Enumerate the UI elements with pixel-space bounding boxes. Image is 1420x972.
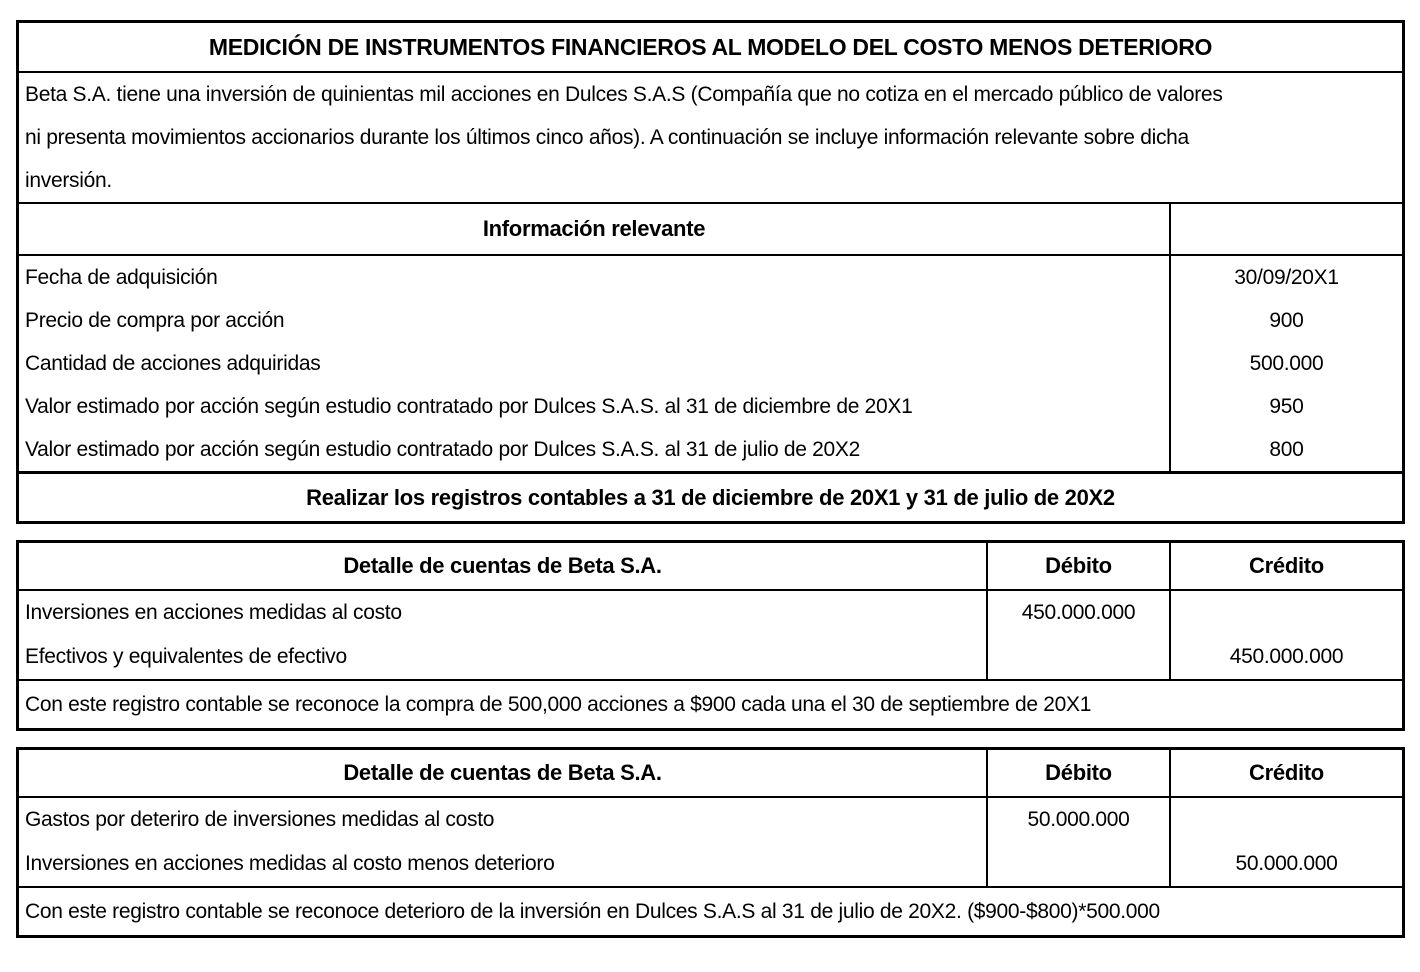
credit-cell: 450.000.000 — [1229, 645, 1344, 668]
journal-header-row — [19, 543, 1402, 591]
info-table — [16, 20, 1405, 524]
debit-cell: 450.000.000 — [1021, 601, 1136, 624]
credit-column — [1171, 798, 1402, 886]
info-row-label: Valor estimado por acción según estudio contratado por Dulces S.A.S. al 31 de diciembre de 20X1 — [25, 394, 913, 418]
account-column — [19, 591, 988, 679]
debit-cell: 50.000.000 — [1027, 808, 1130, 831]
document-title: MEDICIÓN DE INSTRUMENTOS FINANCIEROS AL MODELO DEL COSTO MENOS DETERIORO — [19, 23, 1402, 73]
info-data-block — [19, 256, 1402, 474]
info-row-label: Valor estimado por acción según estudio contratado por Dulces S.A.S. al 31 de julio de 20X2 — [25, 437, 861, 461]
account-cell: Gastos por deteriro de inversiones medidas al costo — [25, 808, 495, 831]
debit-cell — [988, 635, 1169, 679]
journal-data-block — [19, 798, 1402, 888]
journal-table-1 — [16, 540, 1405, 731]
intro-line: ni presenta movimientos accionarios durante los últimos cinco años). A continuación se incluye información relevante sobre dicha — [25, 125, 1189, 149]
journal-header-row — [19, 750, 1402, 798]
intro-line: inversión. — [25, 168, 112, 192]
account-cell: Efectivos y equivalentes de efectivo — [25, 645, 347, 668]
detail-header: Detalle de cuentas de Beta S.A. — [19, 750, 988, 796]
debit-column — [988, 798, 1171, 886]
detail-header: Detalle de cuentas de Beta S.A. — [19, 543, 988, 589]
task-instruction: Realizar los registros contables a 31 de diciembre de 20X1 y 31 de julio de 20X2 — [306, 484, 1115, 510]
info-row-value: 30/09/20X1 — [1234, 265, 1339, 289]
debit-cell — [988, 842, 1169, 886]
info-row-value: 900 — [1269, 308, 1304, 332]
journal-note: Con este registro contable se reconoce la compra de 500,000 acciones a $900 cada una el 30 de septiembre de 20X1 — [25, 692, 1092, 716]
journal-data-block — [19, 591, 1402, 681]
credit-header: Crédito — [1249, 760, 1324, 785]
info-row-label: Precio de compra por acción — [25, 308, 285, 332]
journal-table-2 — [16, 747, 1405, 938]
info-row-value: 950 — [1269, 394, 1304, 418]
credit-header: Crédito — [1249, 553, 1324, 578]
info-row-label: Fecha de adquisición — [25, 265, 218, 289]
debit-header: Débito — [988, 750, 1171, 796]
account-cell: Inversiones en acciones medidas al costo menos deterioro — [25, 852, 555, 875]
info-row-value: 500.000 — [1249, 351, 1324, 375]
credit-cell: 50.000.000 — [1235, 852, 1338, 875]
intro-line: Beta S.A. tiene una inversión de quinientas mil acciones en Dulces S.A.S (Compañía que no cotiza en el mercado público de valores — [25, 82, 1223, 106]
credit-cell — [1171, 591, 1402, 635]
account-cell: Inversiones en acciones medidas al costo — [25, 601, 402, 624]
intro-paragraph — [19, 73, 1402, 204]
debit-column — [988, 591, 1171, 679]
info-row-value: 800 — [1269, 437, 1304, 461]
info-header-title: Información relevante — [19, 204, 1171, 254]
journal-note: Con este registro contable se reconoce deterioro de la inversión en Dulces S.A.S al 31 de julio de 20X2. ($900-$800)*500.000 — [25, 899, 1160, 923]
info-labels-column — [19, 256, 1171, 471]
credit-cell — [1171, 798, 1402, 842]
credit-column — [1171, 591, 1402, 679]
info-header-empty-cell — [1171, 204, 1402, 254]
info-header-row — [19, 204, 1402, 256]
account-column — [19, 798, 988, 886]
info-row-label: Cantidad de acciones adquiridas — [25, 351, 321, 375]
info-values-column — [1171, 256, 1402, 471]
debit-header: Débito — [988, 543, 1171, 589]
